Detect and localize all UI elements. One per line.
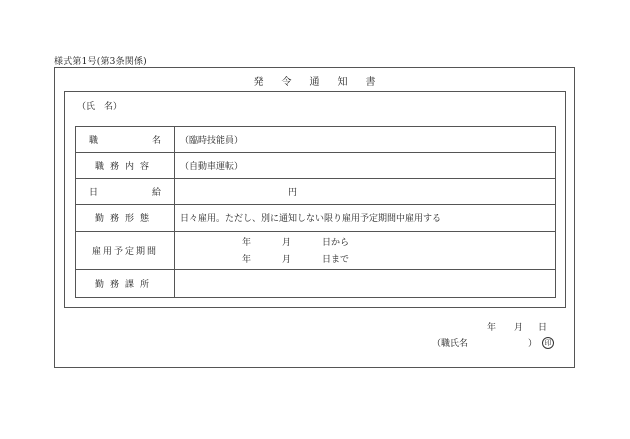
duties-label: 職務内容	[76, 153, 175, 179]
seal-icon: 印	[542, 337, 554, 349]
table-row	[76, 231, 556, 269]
document-title: 発令通知書	[253, 77, 394, 88]
period-start-line: 年 月 日から	[242, 238, 350, 249]
issue-date[interactable]: 年 月 日	[487, 323, 548, 333]
issuer-name-close: ）	[528, 339, 538, 349]
salary-label-cell	[76, 179, 175, 205]
duties-value[interactable]: （自動車運転）	[175, 153, 556, 179]
recipient-name-label: （氏 名）	[77, 102, 123, 112]
position-label: 職 名	[89, 136, 161, 147]
issuer-name-open: （職氏名	[432, 339, 469, 349]
table-row	[76, 153, 556, 179]
position-label-cell	[76, 127, 175, 153]
position-value[interactable]: （臨時技能員）	[175, 127, 556, 153]
department-label: 勤務課所	[76, 269, 175, 297]
appointment-details-table	[75, 126, 556, 298]
table-row	[76, 269, 556, 297]
table-row	[76, 179, 556, 205]
salary-value-cell[interactable]	[175, 179, 556, 205]
period-value-cell[interactable]	[175, 231, 556, 269]
salary-label: 日 給	[89, 188, 161, 199]
table-row	[76, 205, 556, 231]
department-value[interactable]	[175, 269, 556, 297]
period-label: 雇用予定期間	[76, 231, 175, 269]
issuer-signature-line[interactable]	[432, 336, 554, 349]
employment-type-label: 勤務形態	[76, 205, 175, 231]
employment-type-value[interactable]: 日々雇用。ただし、別に通知しない限り雇用予定期間中雇用する	[175, 205, 556, 231]
salary-unit: 円	[288, 188, 298, 199]
period-end-line: 年 月 日まで	[242, 255, 350, 266]
form-number-label: 様式第1号(第3条関係)	[54, 57, 147, 67]
table-row	[76, 127, 556, 153]
